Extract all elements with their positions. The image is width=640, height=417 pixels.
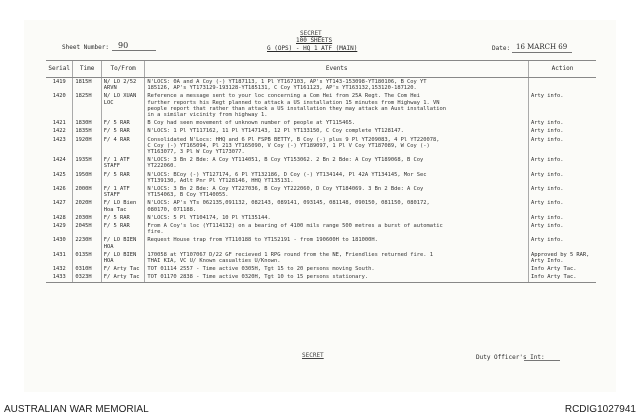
cell-to-from: F/ LO BIEN HOA <box>101 236 145 250</box>
cell-events: N'LOCS: 1 Pl YT117162, 11 Pl YT147143, 12 Pl YT133150, C Coy complete YT128147. <box>145 127 529 135</box>
log-sheet <box>24 20 616 392</box>
table-row <box>46 251 596 265</box>
table-row <box>46 136 596 157</box>
cell-to-from: F/ 1 ATF STAFF <box>101 156 145 170</box>
cell-action <box>529 78 597 93</box>
cell-events: 170058 at YT107067 D/22 GF recieved 1 RPG round from the NE, Friendlies returned fire. 1 THAI KIA, VC U/ Known casualties U/Known. <box>145 251 529 265</box>
cell-time: 0135H <box>73 251 101 265</box>
table-row <box>46 78 596 93</box>
duty-officer-initials <box>476 354 545 361</box>
cell-serial: 1423 <box>52 136 66 143</box>
cell-action: Arty info. <box>529 171 597 185</box>
cell-action: Arty info. <box>529 214 597 222</box>
cell-to-from: N/ LO XUAN LOC <box>101 92 145 119</box>
column-header-action: Action <box>529 61 597 78</box>
cell-events: Request House trap from YT110188 to YT152191 - from 190600H to 181000H. <box>145 236 529 250</box>
cell-time: 2020H <box>73 199 101 213</box>
date-value: 16 MARCH 69 <box>516 43 568 51</box>
cell-to-from: F/ 5 RAR <box>101 214 145 222</box>
cell-serial: 1424 <box>52 157 66 164</box>
date-field <box>492 43 568 52</box>
cell-to-from: F/ LO Bien Hoa Tac <box>101 199 145 213</box>
sheet-number-line <box>112 50 156 51</box>
cell-events: Reference a message sent to your loc concerning a Com Hei from 25A Regt. The Com Hei further reports his Regt planned to attack a US installation 15 minutes from Highway 1. VN people report that rather than attack a US installation they may attack an Aust installation in a similar vicinity from highway 1. <box>145 92 529 119</box>
cell-to-from: F/ 5 RAR <box>101 127 145 135</box>
table-row <box>46 119 596 127</box>
date-label: Date: <box>492 45 511 52</box>
cell-serial: 1428 <box>52 214 66 221</box>
cell-time: 0323H <box>73 273 101 282</box>
cell-to-from: F/ 1 ATF STAFF <box>101 185 145 199</box>
cell-to-from: N/ LO 2/52 ARVN <box>101 78 145 93</box>
cell-action: Arty info. <box>529 199 597 213</box>
cell-action: Info Arty Tac. <box>529 273 597 282</box>
cell-time: 2045H <box>73 222 101 236</box>
event-log-table <box>46 60 596 283</box>
classification-top: SECRET <box>300 30 322 37</box>
cell-serial: 1431 <box>52 251 66 258</box>
cell-to-from: F/ 5 RAR <box>101 171 145 185</box>
cell-time: 1815H <box>73 78 101 93</box>
cell-serial: 1429 <box>52 223 66 230</box>
cell-action: Arty info. <box>529 136 597 157</box>
sheet-number-value: 90 <box>118 41 129 50</box>
cell-serial: 1433 <box>46 273 73 282</box>
cell-serial: 1420 <box>52 93 66 100</box>
cell-serial: 1422 <box>52 128 66 135</box>
footer-record-id: RCDIG1027941 <box>564 404 636 415</box>
cell-time: 1830H <box>73 119 101 127</box>
cell-serial: 1421 <box>52 120 66 127</box>
cell-time: 0310H <box>73 265 101 273</box>
cell-serial: 1427 <box>52 200 66 207</box>
cell-serial: 1419 <box>52 79 66 85</box>
cell-action: Arty info. <box>529 127 597 135</box>
cell-time: 1825H <box>73 92 101 119</box>
cell-to-from: F/ Arty Tac <box>101 265 145 273</box>
duty-officer-line <box>524 360 560 361</box>
cell-events: N'LOCS: 5 Pl YT104174, 10 Pl YT135144. <box>145 214 529 222</box>
cell-serial: 1426 <box>52 186 66 193</box>
table-row <box>46 273 596 282</box>
table-row <box>46 222 596 236</box>
cell-events: N'LOCS: 3 Bn 2 Bde: A Coy YT227036, B Coy YT222060, D Coy YT184069. 3 Bn 2 Bde: A Coy YT154063, B Coy YT140055. <box>145 185 529 199</box>
cell-time: 2230H <box>73 236 101 250</box>
cell-events: TOT 01114 2557 - Time active 0305H, Tgt 15 to 20 persons moving South. <box>145 265 529 273</box>
cell-time: 1950H <box>73 171 101 185</box>
cell-action: Arty info. <box>529 236 597 250</box>
column-header-events: Events <box>145 61 529 78</box>
table-row <box>46 92 596 119</box>
footer-archive-name: AUSTRALIAN WAR MEMORIAL <box>4 404 149 415</box>
cell-to-from: F/ 5 RAR <box>101 222 145 236</box>
cell-events: N'LOCS: AP's YTs 062135,091132, 082143, 089141, 093145, 081148, 090150, 081150, 080172, 080170, 071188. <box>145 199 529 213</box>
cell-events: From A Coy's loc (YT114132) on a bearing of 4100 mils range 500 metres a burst of automatic fire. <box>145 222 529 236</box>
table-row <box>46 214 596 222</box>
cell-events: TOT 01170 2838 - Time active 0320H, Tgt 10 to 15 persons stationary. <box>145 273 529 282</box>
cell-action: Arty info. <box>529 92 597 119</box>
cell-action: Arty info. <box>529 156 597 170</box>
cell-action: Approved by 5 RAR, Arty Info. <box>529 251 597 265</box>
cell-action: Arty info. <box>529 119 597 127</box>
table-row <box>46 236 596 250</box>
table-body <box>46 78 596 283</box>
cell-events: N'LOCS: 0A and A Coy (-) YT187113, 1 Pl YT167103, AP's YT143-153098-YT180106, B Coy YT 185126, AP's YT173129-193128-YT185131, C Coy YT161123, AP's YT163132,153120-187120. <box>145 78 529 93</box>
duty-officer-label: Duty Officer's Int: <box>476 354 545 361</box>
cell-events: N'LOCS: 3 Bn 2 Bde: A Coy YT114051, B Coy YT153062. 2 Bn 2 Bde: A Coy YT189068, B Coy YT222060. <box>145 156 529 170</box>
cell-time: 1920H <box>73 136 101 157</box>
column-header-time: Time <box>73 61 101 78</box>
cell-time: 1835H <box>73 127 101 135</box>
table-row <box>46 199 596 213</box>
cell-to-from: F/ 4 RAR <box>101 136 145 157</box>
table-row <box>46 156 596 170</box>
classification-bottom: SECRET <box>302 352 324 359</box>
sheet-number-label: Sheet Number: <box>62 44 109 51</box>
cell-to-from: F/ LO BIEN HOA <box>101 251 145 265</box>
cell-to-from: F/ 5 RAR <box>101 119 145 127</box>
cell-serial: 1430 <box>52 237 66 244</box>
cell-events: N'LOCS: BCoy (-) YT127174, 6 Pl YT132186, D Coy (-) YT134144, Pl 42A YT134145, Mor Sec YT139130, Adlt Pnr Pl YT128146, HHQ YT135131. <box>145 171 529 185</box>
cell-serial: 1432 <box>52 266 66 273</box>
date-line <box>512 52 572 53</box>
table-row <box>46 171 596 185</box>
cell-time: 2000H <box>73 185 101 199</box>
cell-action: Arty info. <box>529 185 597 199</box>
table-row <box>46 127 596 135</box>
column-header-to-from: To/From <box>101 61 145 78</box>
unit-header: G (OPS) - HQ 1 ATF (MAIN) <box>267 45 358 52</box>
table-row <box>46 265 596 273</box>
column-header-serial: Serial <box>46 61 73 78</box>
table-row <box>46 185 596 199</box>
cell-events: B Coy had seen movement of unknown number of people at YT115465. <box>145 119 529 127</box>
sheet-number <box>62 41 129 51</box>
cell-events: Consolidated N'Locs: HHQ and 6 Pl FSPB BETTY, B Coy (-) plus 9 Pl YT209083, 4 Pl YT220078, C Coy (-) YT165094, Pl 213 YT165090, V Coy (-) YT189097, 1 Pl V Coy YT187089, W Coy (-) YT163077, 3 Pl W Coy YT173077. <box>145 136 529 157</box>
cell-time: 2030H <box>73 214 101 222</box>
table-header-row <box>46 61 596 78</box>
cell-to-from: F/ Arty Tac <box>101 273 145 282</box>
cell-time: 1935H <box>73 156 101 170</box>
cell-action: Arty info. <box>529 222 597 236</box>
sheets-label: 100 SHEETS <box>296 37 333 44</box>
cell-action: Info Arty Tac. <box>529 265 597 273</box>
cell-serial: 1425 <box>52 171 66 178</box>
